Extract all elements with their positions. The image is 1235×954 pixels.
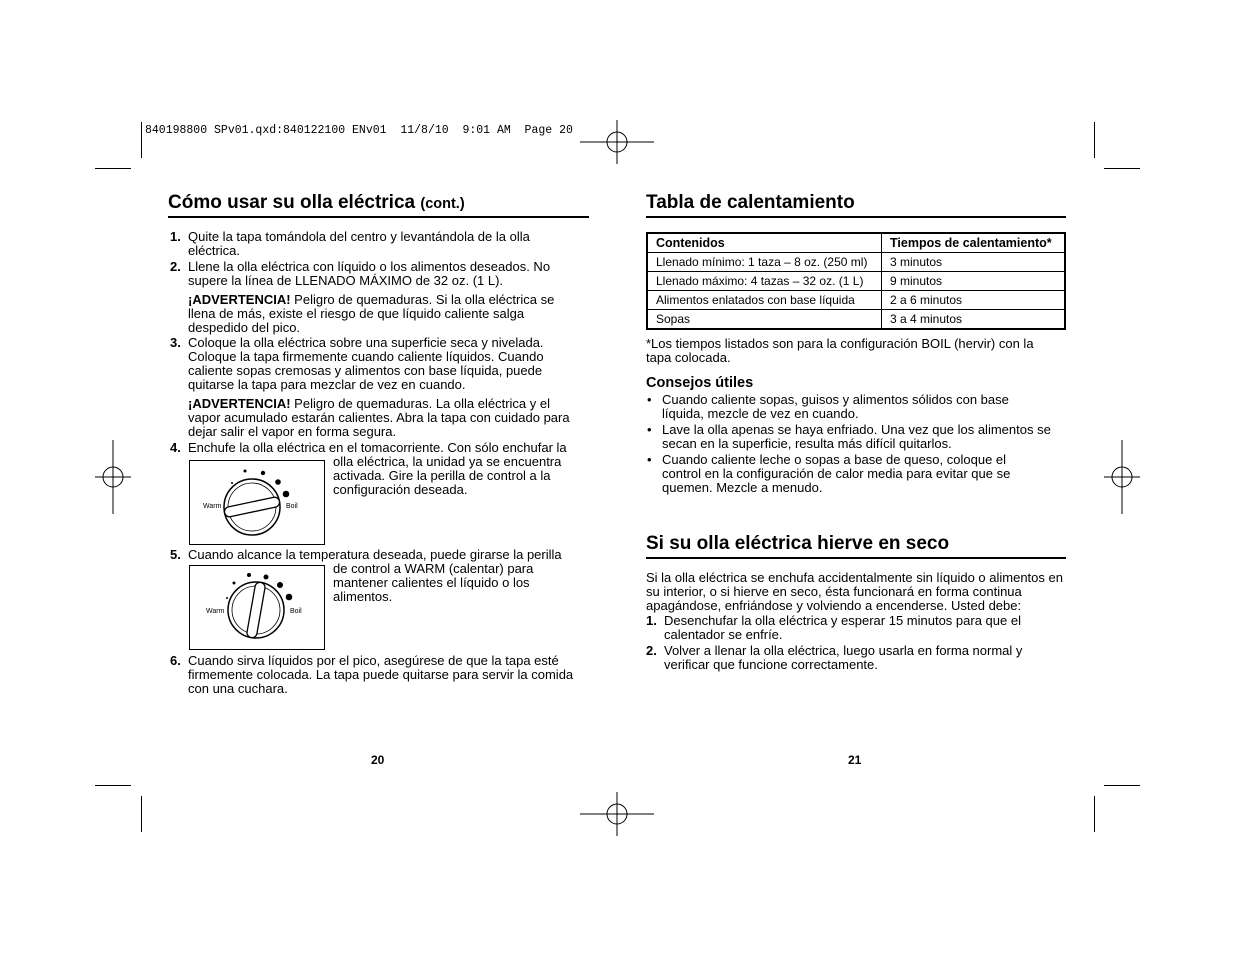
dry-boil-intro: Si la olla eléctrica se enchufa accidentalmente sin líquido o alimentos en su interior, o si hierve en seco, ésta funcionará en forma continua apagándose, enfriándose y volviendo a encenderse. Usted debe:: [646, 570, 1063, 613]
warning-1: ¡ADVERTENCIA! Peligro de quemaduras. Si la olla eléctrica se llena de más, existe el riesgo de que líquido caliente salga despedido del pico.: [188, 292, 555, 335]
page-number-left: 20: [371, 753, 385, 767]
step-4-continued: olla eléctrica, la unidad ya se encuentra activada. Gire la perilla de control a la configuración deseada.: [333, 454, 562, 497]
table-row: Llenado máximo: 4 tazas – 32 oz. (1 L) 9 minutos: [647, 272, 1065, 291]
table-footnote: *Los tiempos listados son para la configuración BOIL (hervir) con la tapa colocada.: [646, 336, 1034, 365]
dial-boil-label: Boil: [286, 503, 298, 510]
dial-warm-label: Warm: [206, 608, 225, 615]
control-dial-illustration-boil: [189, 460, 325, 545]
table-row: Llenado mínimo: 1 taza – 8 oz. (250 ml) 3 minutos: [647, 253, 1065, 272]
tips-title: Consejos útiles: [646, 375, 754, 391]
left-title-rule: [168, 216, 589, 218]
title-cont: (cont.): [420, 196, 465, 212]
right-page-title: Tabla de calentamiento: [646, 192, 855, 213]
title-main: Cómo usar su olla eléctrica: [168, 192, 416, 213]
dial-knob-icon: [190, 566, 324, 649]
dial-knob-icon: [190, 461, 324, 544]
table-header-row: [647, 233, 1065, 253]
page-number-right: 21: [848, 753, 862, 767]
heating-table: [646, 232, 1066, 330]
table-row: Sopas 3 a 4 minutos: [647, 310, 1065, 330]
control-dial-illustration-warm: [189, 565, 325, 650]
printer-slug: 840198800 SPv01.qxd:840122100 ENv01 11/8/10 9:01 AM Page 20: [145, 124, 573, 137]
dial-boil-label: Boil: [290, 608, 302, 615]
warning-2: ¡ADVERTENCIA! Peligro de quemaduras. La olla eléctrica y el vapor acumulado estarán calientes. Abra la tapa con cuidado para dejar salir el vapor en forma segura.: [188, 396, 570, 439]
dry-boil-title: Si su olla eléctrica hierve en seco: [646, 533, 950, 554]
table-row: Alimentos enlatados con base líquida 2 a 6 minutos: [647, 291, 1065, 310]
dry-boil-rule: [646, 557, 1066, 559]
table-header-times: Tiempos de calentamiento*: [882, 233, 1066, 253]
step-5-continued: de control a WARM (calentar) para mantener calientes el líquido o los alimentos.: [333, 561, 534, 604]
dial-warm-label: Warm: [203, 503, 222, 510]
table-header-contents: Contenidos: [647, 233, 882, 253]
left-page-title: [168, 192, 465, 214]
right-title-rule: [646, 216, 1066, 218]
